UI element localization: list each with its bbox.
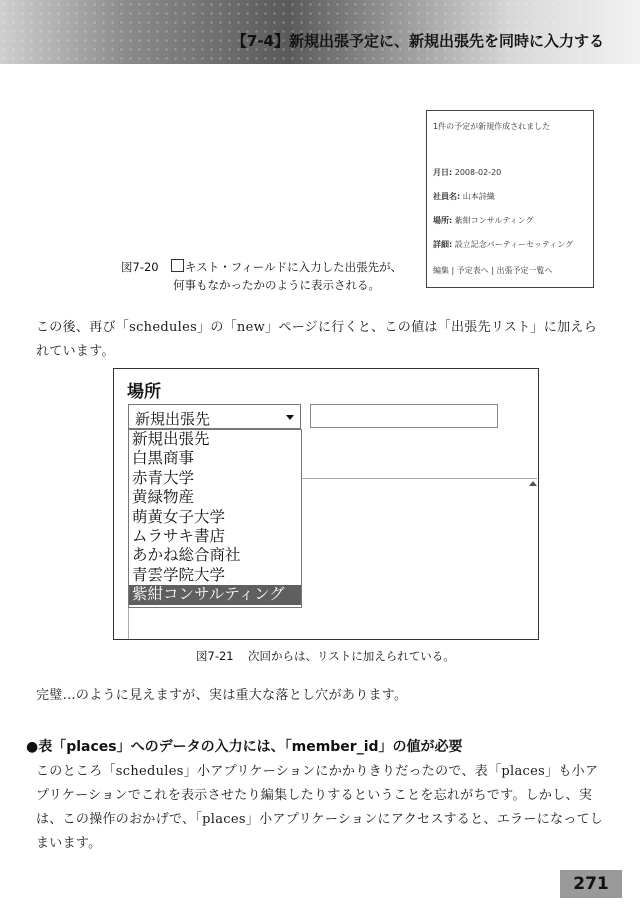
dropdown-option-highlighted[interactable]: 紫紺コンサルティング [129,585,301,604]
chevron-down-icon[interactable] [286,415,294,420]
section-title: 【7-4】新規出張予定に、新規出張先を同時に入力する [231,32,604,50]
dropdown-option[interactable]: 黄緑物産 [132,488,195,507]
dropdown-option[interactable]: 青雲学院大学 [132,565,226,584]
body-paragraph-2: 完璧…のように見えますが、実は重大な落とし穴があります。 [36,688,408,703]
form-screenshot [113,368,539,640]
field-detail [433,239,573,250]
figure-number: 図7-21 [196,649,234,663]
new-place-input[interactable] [310,404,498,428]
text-icon [171,259,184,272]
field-value: 山本詩織 [462,192,495,201]
dropdown-option[interactable]: ムラサキ書店 [132,526,226,545]
field-value: 2008-02-20 [454,168,502,177]
body-paragraph-1: この後、再び「schedules」の「new」ページに行くと、この値は「出張先リスト」に加えられています。 [36,320,598,359]
dropdown-option[interactable]: 白黒商事 [132,449,195,468]
field-date [433,167,501,178]
field-value: 設立記念パーティーセッティング [454,240,574,249]
caption-text: 次回からは、リストに加えられている。 [248,649,455,663]
figure-number: 図7-20 [121,260,159,274]
chapter-header [0,0,640,64]
field-label: 社員名: [433,192,461,201]
field-label: 月日: [433,168,453,177]
dropdown-option[interactable]: 萌黄女子大学 [132,507,226,526]
dropdown-option[interactable]: 赤青大学 [132,468,195,487]
field-place [433,215,534,226]
page-number: 271 [560,870,622,898]
dropdown-option[interactable]: あかね総合商社 [132,546,241,565]
field-employee [433,191,495,202]
place-dropdown-list[interactable] [128,429,302,608]
caption-line-2: 何事もなかったかのように表示される。 [173,278,380,292]
section-heading: ●表「places」へのデータの入力には、「member_id」の値が必要 [26,739,463,755]
field-value: 紫紺コンサルティング [454,216,534,225]
dropdown-option[interactable]: 新規出張先 [132,430,210,448]
place-label: 場所 [127,382,161,402]
field-label: 場所: [433,216,453,225]
select-value: 新規出張先 [135,410,211,428]
nav-links[interactable]: 編集 | 予定表へ | 出張予定一覧へ [433,266,553,275]
scroll-up-icon[interactable] [529,481,537,486]
caption-line-1: キスト・フィールドに入力した出張先が、 [185,260,403,274]
field-label: 詳細: [433,240,453,249]
figure-7-21-caption [196,648,455,664]
created-notice: 1件の予定が新規作成されました [433,122,551,131]
confirmation-screenshot [426,110,594,288]
body-paragraph-3: このところ「schedules」小アプリケーションにかかりきりだったので、表「places」も小アプリケーションでこれを表示させたり編集したりするということを忘れがちです。しかし、実は、この操作のおかげで、「places」小アプリケーションにアクセスすると、エラーになってしまいます。 [36,764,604,851]
figure-7-20-caption [121,258,402,294]
place-select[interactable] [128,404,301,429]
